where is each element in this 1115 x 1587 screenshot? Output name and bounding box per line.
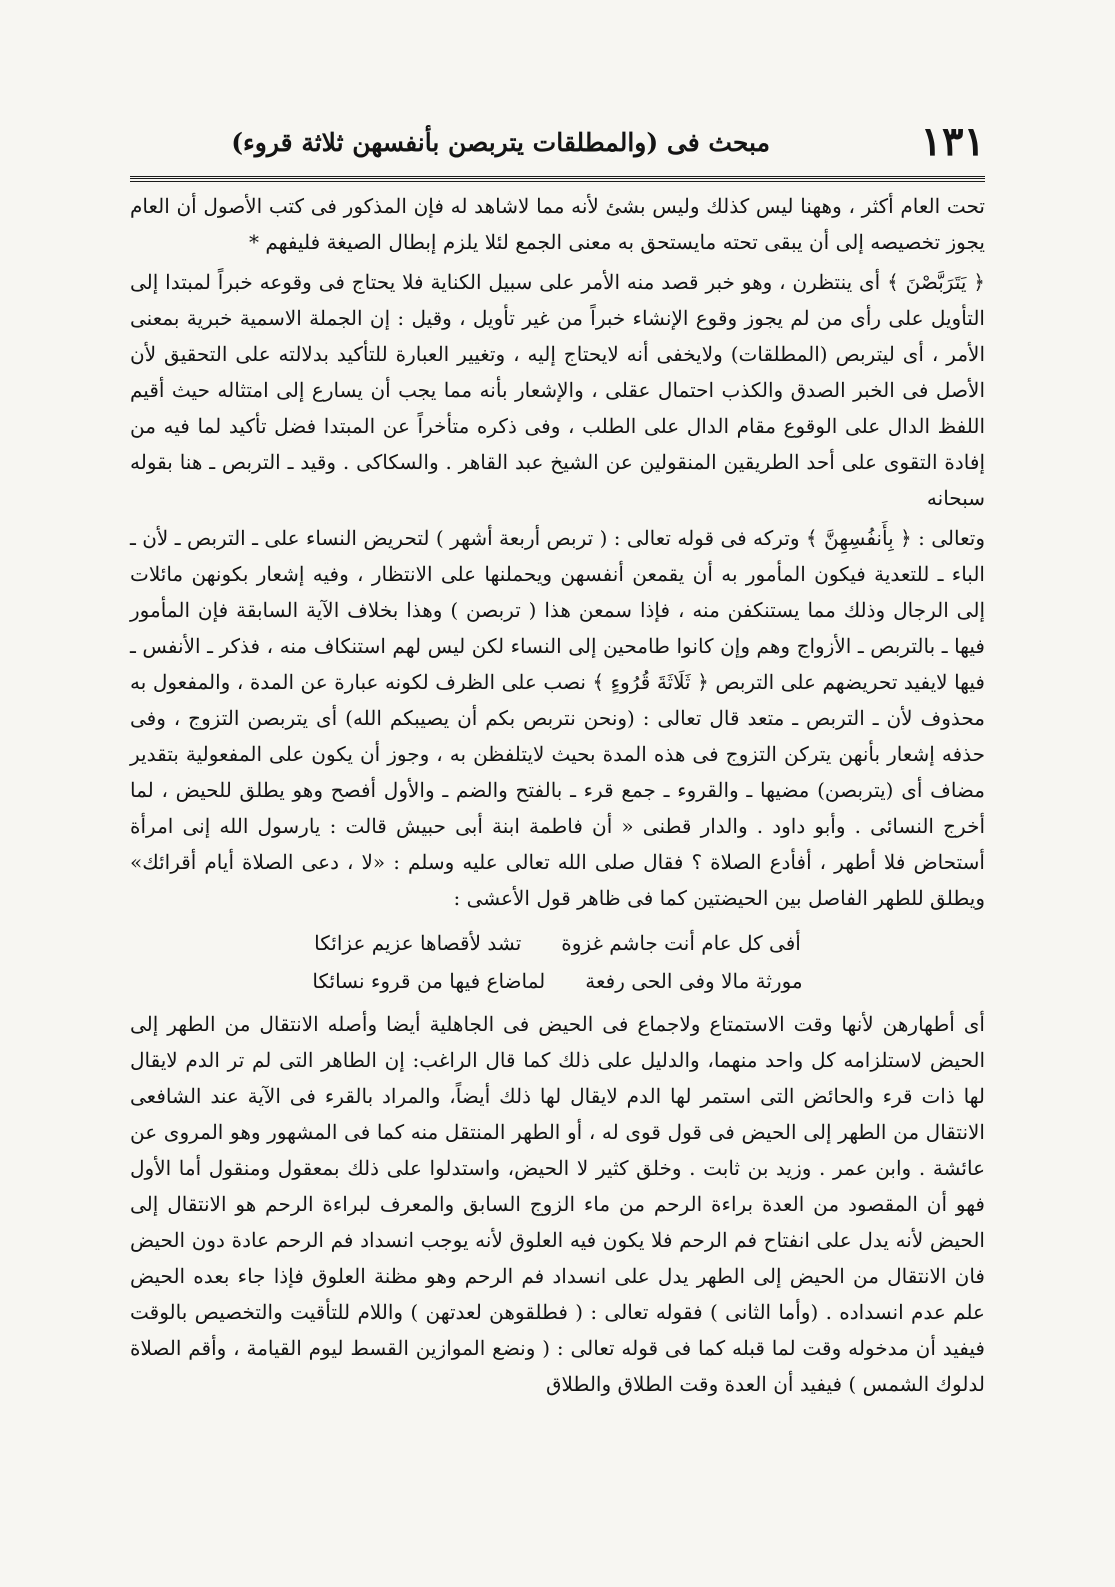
paragraph: تحت العام أكثر ، وههنا ليس كذلك وليس بشئ لأنه مما لاشاهد له فإن المذكور فى كتب الأصول أن العام يجوز تخصيصه إلى أن يبقى تحته مايستحق به معنى الجمع لئلا يلزم إبطال الصيغة فليفهم * bbox=[130, 194, 985, 254]
running-header bbox=[130, 118, 985, 170]
page-number: ١٣١ bbox=[920, 118, 985, 165]
main-text bbox=[130, 188, 985, 1402]
paragraph: أى أطهارهن لأنها وقت الاستمتاع ولاجماع فى الحيض فى الجاهلية أيضا وأصله الانتقال من الطهر إلى الحيض لاستلزامه كل واحد منهما، والدليل على ذلك كما قال الراغب: إن الطاهر التى لم تر الدم لايقال لها ذات قرء والحائض التى استمر لها الدم لايقال لها ذلك أيضاً، والمراد بالقرء فى الآية عند الشافعى الانتقال من الطهر إلى الحيض فى قول قوى له ، أو الطهر المنتقل منه كما فى المشهور وهو المروى عن عائشة . وابن عمر . وزيد بن ثابت . وخلق كثير لا الحيض، واستدلوا على ذلك بمعقول ومنقول أما الأول فهو أن المقصود من العدة براءة الرحم من ماء الزوج السابق والمعرف لبراءة الرحم هو الانتقال إلى الحيض لأنه يدل على انفتاح فم الرحم فلا يكون فيه العلوق لأنه يوجب انسداد فم الرحم عادة دون الحيض فان الانتقال من الحيض إلى الطهر يدل على انسداد فم الرحم وهو مظنة العلوق فإذا جاء بعده الحيض علم عدم انسداده . (وأما الثانى ) فقوله تعالى : ( فطلقوهن لعدتهن ) واللام للتأقيت والتخصيص بالوقت فيفيد أن مدخوله وقت لما قبله كما فى قوله تعالى : ( ونضع الموازين القسط ليوم القيامة ، وأقم الصلاة لدلوك الشمس ) فيفيد أن العدة وقت الطلاق والطلاق bbox=[130, 1012, 985, 1396]
verse-second-hemistich: تشد لأقصاها عزيم عزائكا bbox=[314, 931, 522, 955]
verse-line bbox=[130, 924, 985, 962]
poetry-verse bbox=[130, 924, 985, 1000]
paragraph: ﴿ يَتَرَبَّصْنَ ﴾ أى ينتظرن ، وهو خبر قصد منه الأمر على سبيل الكناية فلا يحتاج فى وقوعه خبراً لمبتدا إلى التأويل على رأى من لم يجوز وقوع الإنشاء خبراً من غير تأويل ، وقيل : إن الجملة الاسمية خبرية بمعنى الأمر ، أى ليتربص (المطلقات) ولايخفى أنه لايحتاج إليه ، وتغيير العبارة للتأكيد بدلالته على التحقيق لأن الأصل فى الخبر الصدق والكذب احتمال عقلى ، والإشعار بأنه مما يجب أن يسارع إلى امتثاله حيث أقيم اللفظ الدال على الوقوع مقام الدال على الطلب ، وفى ذكره متأخراً عن المبتدا فضل تأكيد لما فيه من إفادة التقوى على أحد الطريقين المنقولين عن الشيخ عبد القاهر . والسكاكى . وقيد ـ التربص ـ هنا بقوله سبحانه bbox=[130, 270, 986, 510]
verse-first-hemistich: مورثة مالا وفى الحى رفعة bbox=[585, 969, 803, 993]
verse-second-hemistich: لماضاع فيها من قروء نسائكا bbox=[312, 969, 546, 993]
verse-line bbox=[130, 962, 985, 1000]
header-rule bbox=[130, 176, 985, 182]
header-title: مبحث فى (والمطلقات يتربصن بأنفسهن ثلاثة قروء) bbox=[231, 128, 770, 157]
paragraph: وتعالى : ﴿ بِأَنفُسِهِنَّ ﴾ وتركه فى قوله تعالى : ( تربص أربعة أشهر ) لتحريض النساء على ـ التربص ـ لأن ـ الباء ـ للتعدية فيكون المأمور به أن يقمعن أنفسهن ويحملنها على الانتظار ، وفيه إشعار بكونهن مائلات إلى الرجال وذلك مما يستنكفن منه ، فإذا سمعن هذا ( تربصن ) وهذا بخلاف الآية السابقة فإن المأمور فيها ـ بالتربص ـ الأزواج وهم وإن كانوا طامحين إلى النساء لكن ليس لهم استنكاف منه ، فذكر ـ الأنفس ـ فيها لايفيد تحريضهم على التربص ﴿ ثَلَاثَةَ قُرُوءٍ ﴾ نصب على الظرف لكونه عبارة عن المدة ، والمفعول به محذوف لأن ـ التربص ـ متعد قال تعالى : (ونحن نتربص بكم أن يصيبكم الله) أى يتربصن التزوج ، وفى حذفه إشعار بأنهن يتركن التزوج فى هذه المدة بحيث لايتلفظن به ، وجوز أن يكون على المفعولية بتقدير مضاف أى (يتربصن) مضيها ـ والقروء ـ جمع قرء ـ بالفتح والضم ـ والأول أفصح وهو يطلق للحيض ، لما أخرج النسائى . وأبو داود . والدار قطنى « أن فاطمة ابنة أبى حبيش قالت : يارسول الله إنى امرأة أستحاض فلا أطهر ، أفأدع الصلاة ؟ فقال صلى الله تعالى عليه وسلم : «لا ، دعى الصلاة أيام أقرائك» ويطلق للطهر الفاصل بين الحيضتين كما فى ظاهر قول الأعشى : bbox=[130, 526, 985, 910]
verse-first-hemistich: أفى كل عام أنت جاشم غزوة bbox=[561, 931, 801, 955]
